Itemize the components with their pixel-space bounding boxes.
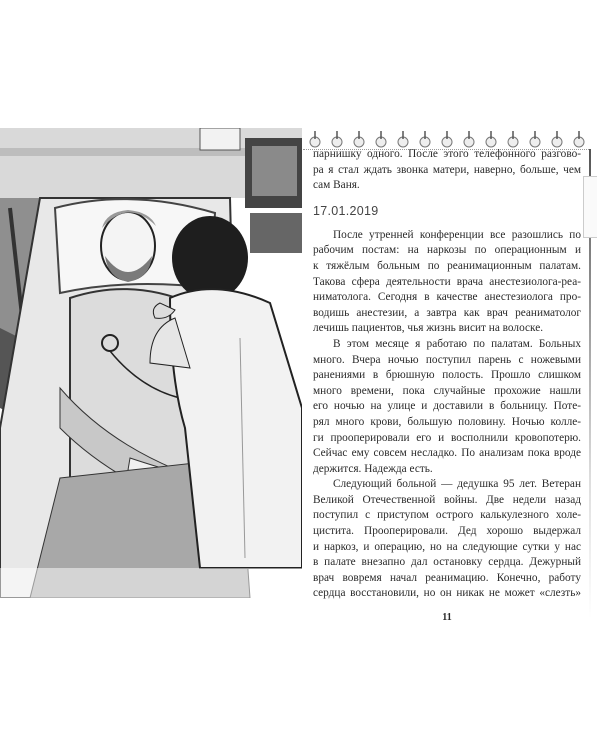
text-line: сам Ваня.: [313, 179, 360, 192]
text-line: В этом месяце я работаю по палатам. Больных: [333, 337, 581, 350]
text-line: Следующий больной — дедушка 95 лет. Ветеран: [333, 478, 581, 491]
text-line: его ночью на улице и доставили в больницу. Поте-: [313, 400, 581, 413]
text-line: и наркоз, и операцию, но на следующие сутки у нас: [313, 540, 581, 553]
text-line: держится. Надежда есть.: [313, 462, 433, 475]
text-line: ра я стал ждать звонка матери, наверно, больше, чем: [313, 163, 581, 176]
text-line: ги прооперировали его и восполнили кровопотерю.: [313, 431, 581, 444]
text-line: в палате внезапно дал остановку сердца. Дежурный: [313, 556, 581, 569]
continued-paragraph: [313, 147, 581, 194]
text-line: цистита. Прооперировали. Дед хорошо выдержал: [313, 525, 581, 538]
text-line: парнишку одного. После этого телефонного разгово-: [313, 148, 581, 160]
text-line: много. Вчера ночью поступил парень с ножевыми: [313, 353, 581, 366]
text-line: поступил с приступом острого калькулезного холе-: [313, 509, 581, 522]
paragraph: [313, 337, 581, 477]
page-text: [313, 147, 581, 624]
text-line: водишь анестезии, а завтра как врач реаниматолог: [313, 306, 581, 319]
text-line: рял много крови, большую половину. Ночью колле-: [313, 415, 581, 428]
page-number: 11: [442, 612, 452, 624]
hospital-illustration: [0, 128, 302, 598]
text-line: много времени, пока случайные прохожие нашли: [313, 384, 581, 397]
text-line: Такова сфера деятельности врача анестезиолога-реа-: [313, 275, 581, 288]
text-line: к тяжёлым больным по реанимационным палатам.: [313, 259, 581, 272]
text-line: ниматолога. Сегодня в качестве анестезиолога про-: [313, 291, 581, 304]
text-line: Великой Отечественной войны. Две недели назад: [313, 493, 581, 506]
date-heading: 17.01.2019: [313, 203, 379, 218]
text-line: Сейчас ему совсем несладко. По анализам пока вроде: [313, 447, 581, 460]
text-line: рабочим постам: на наркозы по операционным и: [313, 244, 581, 257]
text-line: После утренней конференции все разошлись по: [333, 228, 581, 241]
text-line: ранениями в брюшную полость. Прошло слишком: [313, 369, 581, 382]
text-line: врач вовремя начал реанимацию. Конечно, работу: [313, 571, 581, 584]
notepad-tab: [583, 176, 597, 238]
paragraph: [313, 228, 581, 337]
text-line: сердца восстановили, но он никак не может «слезть»: [313, 587, 581, 600]
text-line: лечишь пациентов, чья жизнь висит на волоске.: [313, 322, 544, 335]
paragraph: [313, 477, 581, 602]
